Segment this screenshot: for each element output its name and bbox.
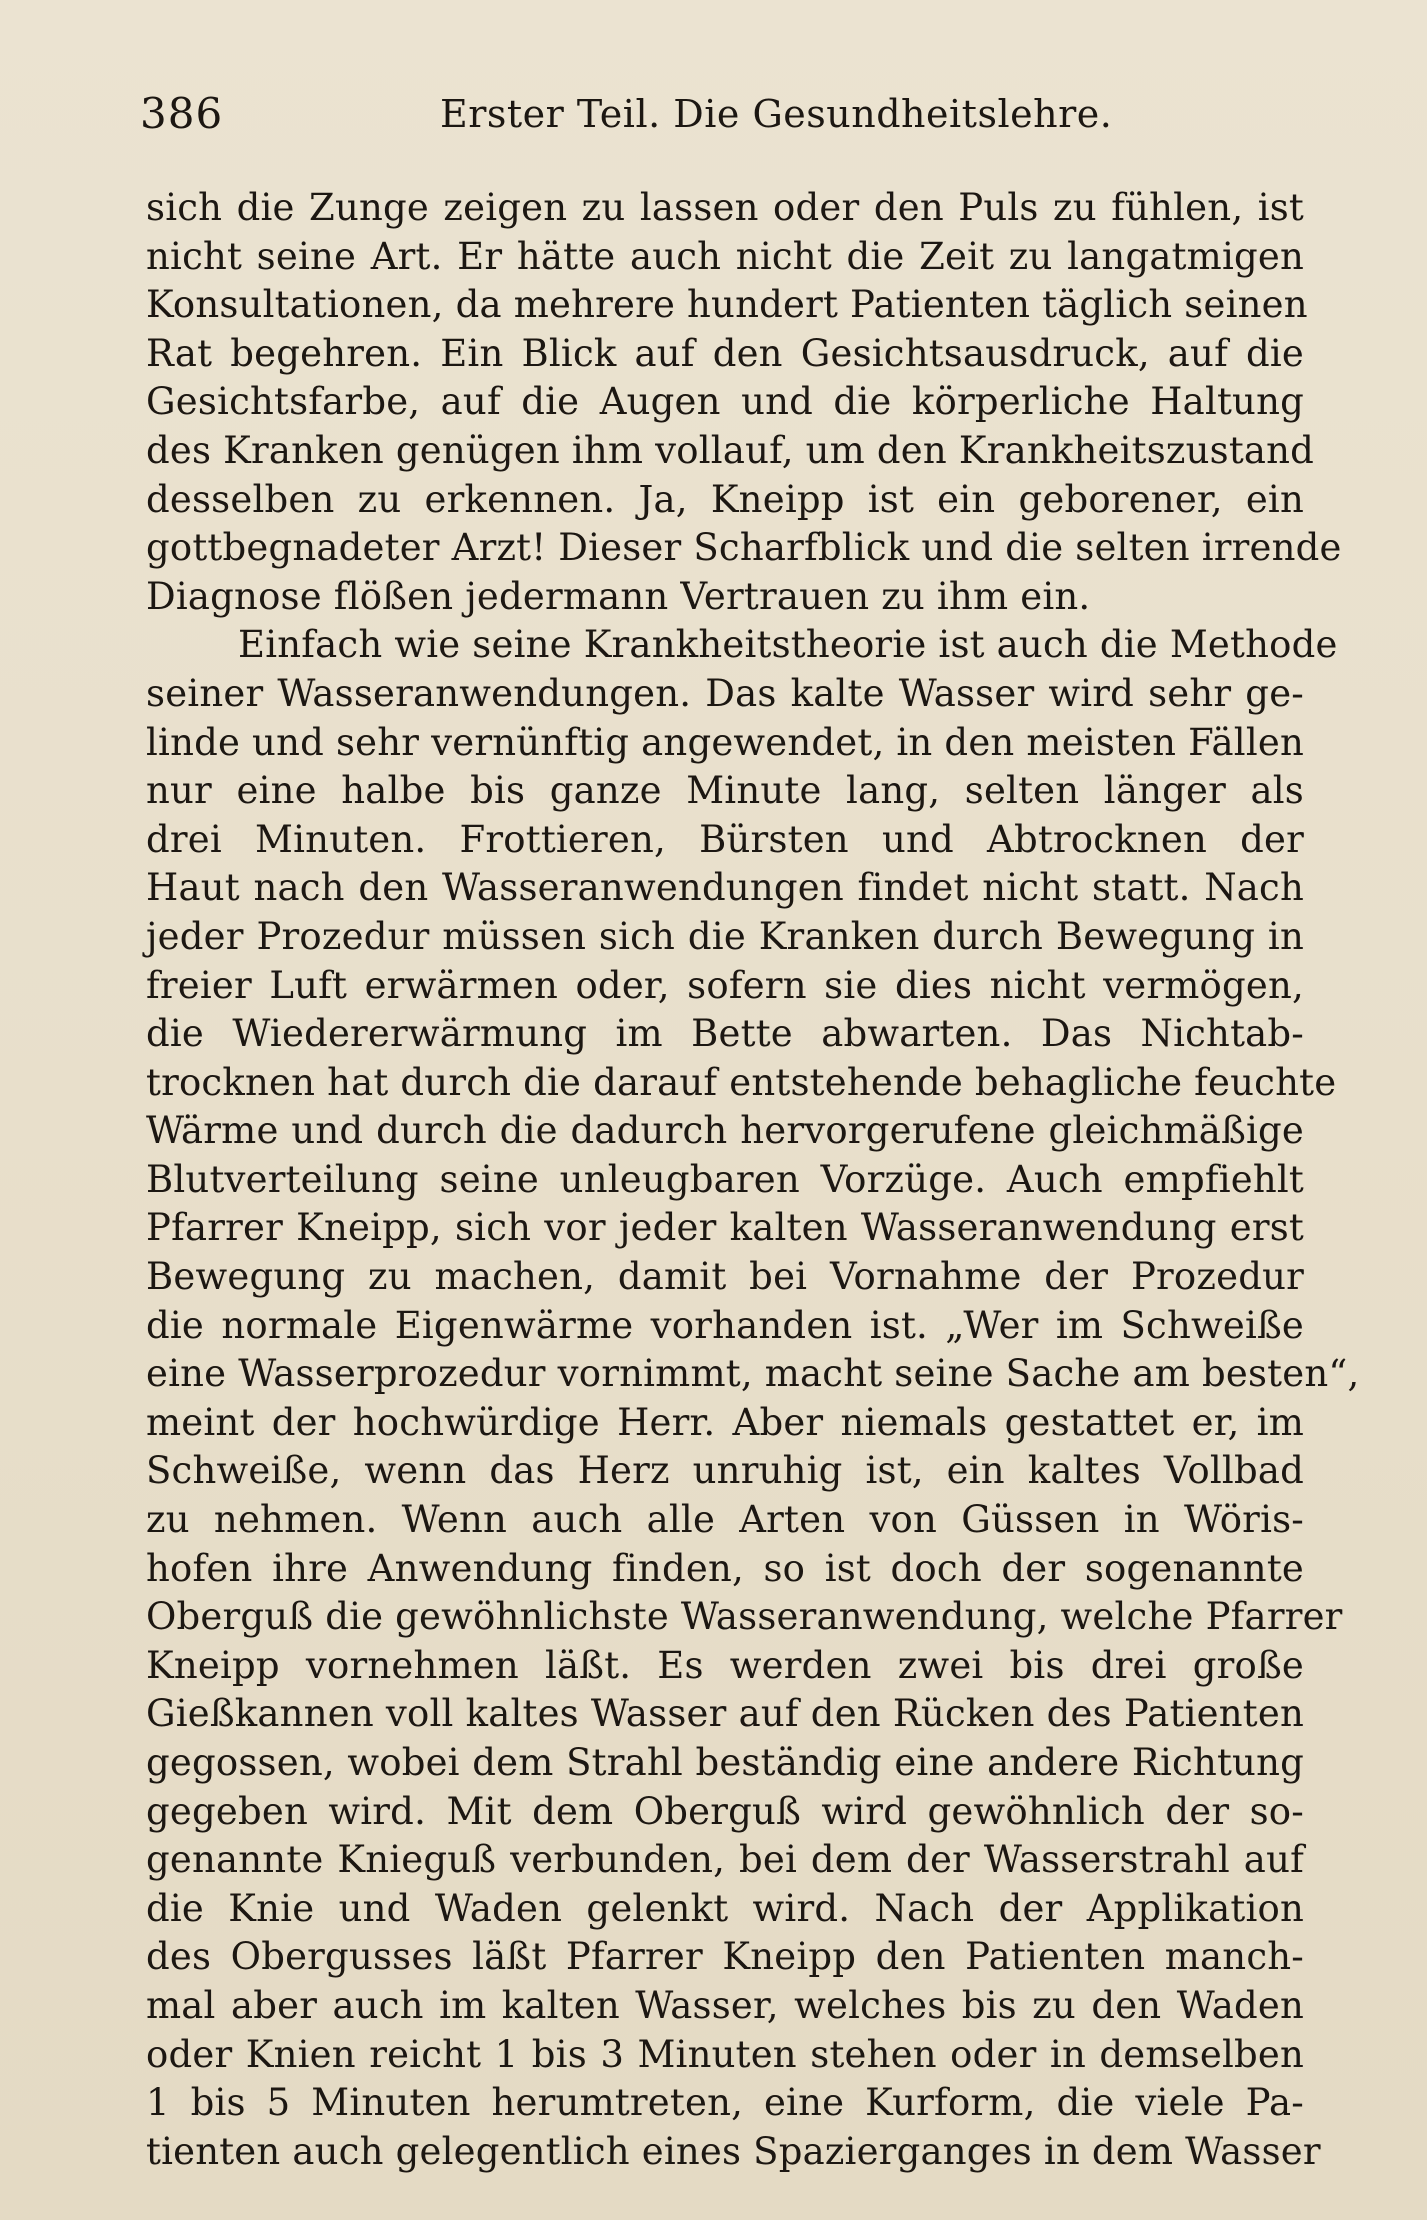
text-line: Oberguß die gewöhnlichste Wasseranwendung, welche Pfarrer xyxy=(146,1595,1343,1639)
text-line: hofen ihre Anwendung finden, so ist doch der sogenannte xyxy=(146,1546,1304,1590)
paragraph-first-line: Einfach wie seine Krankheitstheorie ist auch die Methode xyxy=(238,623,1338,667)
text-line: gottbegnadeter Arzt! Dieser Scharfblick und die selten irrende xyxy=(146,526,1342,570)
text-line: Konsultationen, da mehrere hundert Patienten täglich seinen xyxy=(146,283,1308,327)
text-line: tienten auch gelegentlich eines Spazierganges in dem Wasser xyxy=(146,2129,1321,2173)
text-line: des Obergusses läßt Pfarrer Kneipp den Patienten manch- xyxy=(146,1935,1304,1979)
paragraph-last-line: Diagnose flößen jedermann Vertrauen zu ihm ein. xyxy=(146,574,1091,618)
text-line: drei Minuten. Frottieren, Bürsten und Abtrocknen der xyxy=(146,817,1304,861)
text-line: mal aber auch im kalten Wasser, welches bis zu den Waden xyxy=(146,1983,1304,2027)
text-line: eine Wasserprozedur vornimmt, macht seine Sache am besten“, xyxy=(146,1352,1360,1396)
text-line: Gießkannen voll kaltes Wasser auf den Rücken des Patienten xyxy=(146,1692,1304,1736)
page-header xyxy=(140,84,1305,144)
text-line: desselben zu erkennen. Ja, Kneipp ist ein geborener, ein xyxy=(146,477,1304,521)
text-line: nicht seine Art. Er hätte auch nicht die Zeit zu langatmigen xyxy=(146,234,1304,278)
text-line: Gesichtsfarbe, auf die Augen und die körperliche Haltung xyxy=(146,380,1304,424)
text-line: die Wiedererwärmung im Bette abwarten. Das Nichtab- xyxy=(146,1012,1304,1056)
text-line: Schweiße, wenn das Herz unruhig ist, ein kaltes Vollbad xyxy=(146,1449,1304,1493)
text-line: sich die Zunge zeigen zu lassen oder den Puls zu fühlen, ist xyxy=(146,186,1304,229)
text-line: gegeben wird. Mit dem Oberguß wird gewöhnlich der so- xyxy=(146,1789,1304,1833)
text-line: nur eine halbe bis ganze Minute lang, selten länger als xyxy=(146,769,1304,813)
text-line: Kneipp vornehmen läßt. Es werden zwei bis drei große xyxy=(146,1643,1304,1687)
text-line: Haut nach den Wasseranwendungen findet nicht statt. Nach xyxy=(146,866,1304,910)
text-line: Rat begehren. Ein Blick auf den Gesichtsausdruck, auf die xyxy=(146,331,1304,375)
text-line: die Knie und Waden gelenkt wird. Nach der Applikation xyxy=(146,1886,1304,1930)
text-line: jeder Prozedur müssen sich die Kranken durch Bewegung in xyxy=(146,914,1304,958)
text-line: die normale Eigenwärme vorhanden ist. „Wer im Schweiße xyxy=(146,1303,1304,1347)
text-line: zu nehmen. Wenn auch alle Arten von Güssen in Wöris- xyxy=(146,1498,1304,1542)
text-line: 1 bis 5 Minuten herumtreten, eine Kurform, die viele Pa- xyxy=(146,2081,1304,2125)
text-line: des Kranken genügen ihm vollauf, um den Krankheitszustand xyxy=(146,428,1315,472)
text-line: Pfarrer Kneipp, sich vor jeder kalten Wasseranwendung erst xyxy=(146,1206,1304,1250)
text-line: linde und sehr vernünftig angewendet, in den meisten Fällen xyxy=(146,720,1304,764)
body-text xyxy=(146,184,1360,2176)
text-line: freier Luft erwärmen oder, sofern sie dies nicht vermögen, xyxy=(146,963,1304,1007)
text-line: genannte Knieguß verbunden, bei dem der Wasserstrahl auf xyxy=(146,1838,1304,1882)
text-line: meint der hochwürdige Herr. Aber niemals gestattet er, im xyxy=(146,1400,1304,1444)
text-line: Wärme und durch die dadurch hervorgerufene gleichmäßige xyxy=(146,1109,1304,1153)
text-line: seiner Wasseranwendungen. Das kalte Wasser wird sehr ge- xyxy=(146,671,1304,715)
text-line: Bewegung zu machen, damit bei Vornahme der Prozedur xyxy=(146,1255,1304,1299)
text-line: Blutverteilung seine unleugbaren Vorzüge. Auch empfiehlt xyxy=(146,1157,1304,1201)
text-line: trocknen hat durch die darauf entstehende behagliche feuchte xyxy=(146,1060,1337,1104)
running-head: Erster Teil. Die Gesundheitslehre. xyxy=(440,92,1113,136)
page-number: 386 xyxy=(140,89,224,138)
text-line: oder Knien reicht 1 bis 3 Minuten stehen oder in demselben xyxy=(146,2032,1304,2076)
text-line: gegossen, wobei dem Strahl beständig eine andere Richtung xyxy=(146,1741,1304,1784)
